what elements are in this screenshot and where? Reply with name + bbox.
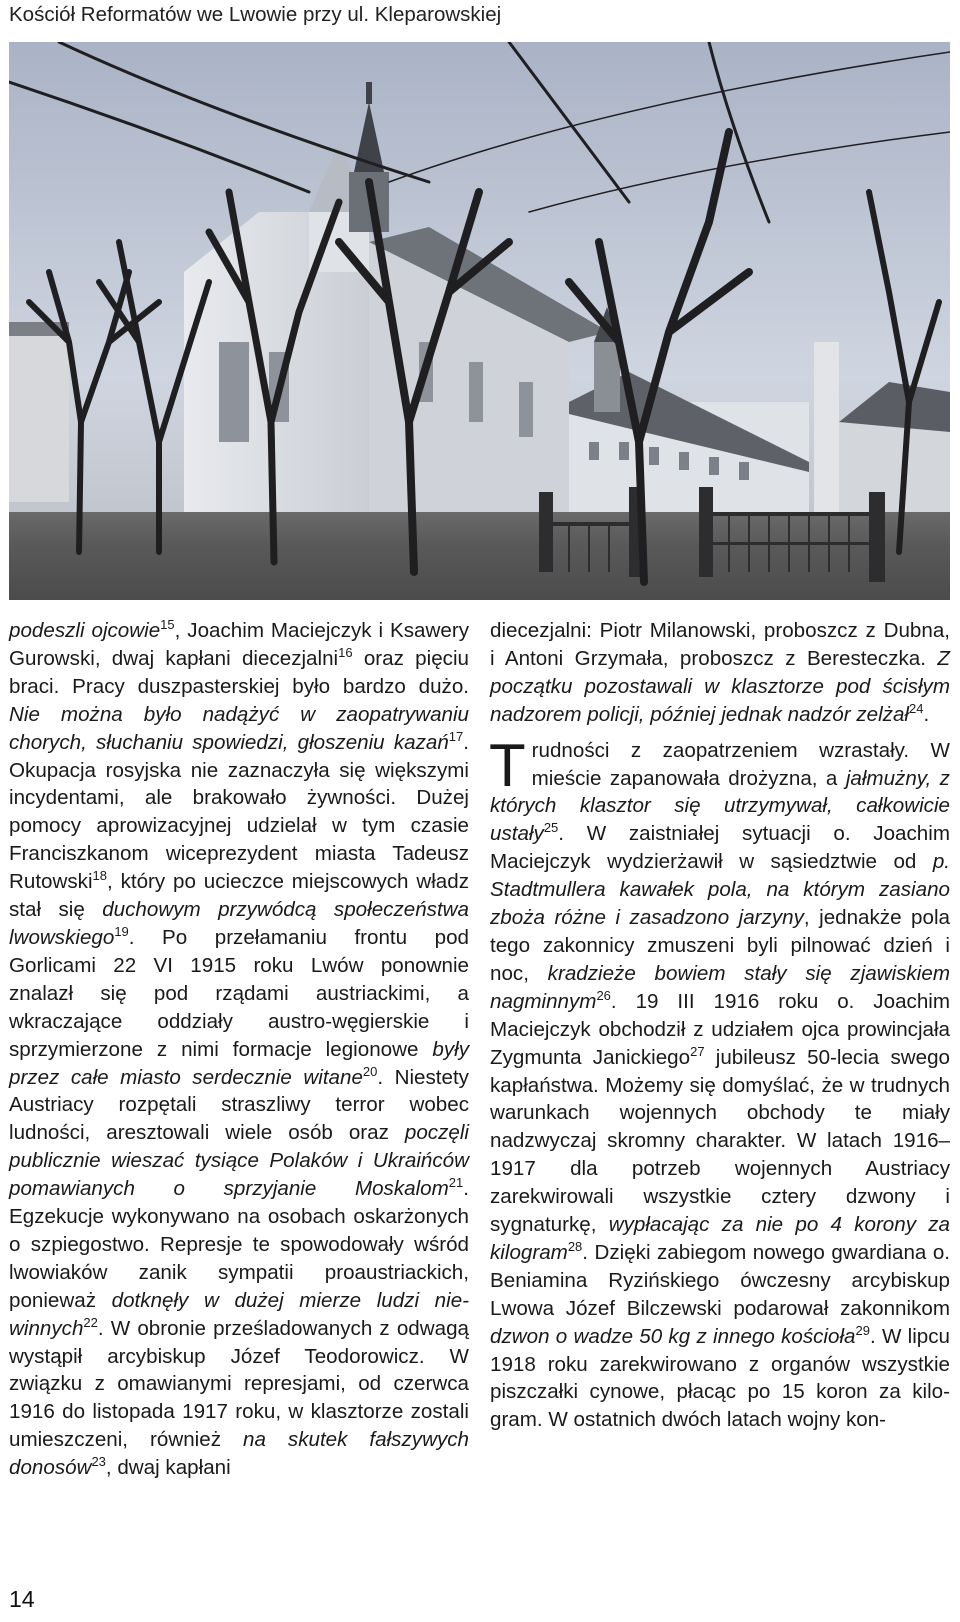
- italic-quote: Nie można było nadążyć w zaopatrywaniu chorych, słuchaniu spowiedzi, głoszeniu kazań: [9, 702, 469, 754]
- footnote-ref: 24: [908, 700, 924, 716]
- footnote-ref: 26: [596, 987, 611, 1003]
- footnote-ref: 28: [567, 1238, 583, 1254]
- footnote-ref: 27: [690, 1043, 705, 1059]
- text-run: . Egzekucje wykonywano na osobach oskarżonych o szpiegostwo. Represje te spowodowały wśród lwowiaków zanik sympatii proaustriackich, ponieważ: [9, 1177, 469, 1312]
- church-photograph: [9, 42, 950, 600]
- italic-quote: Z początku pozostawali w klasztorze pod ścisłym nadzorem policji, później jednak nadzór zelżał: [490, 646, 950, 726]
- italic-quote: podeszli ojcowie: [9, 619, 161, 642]
- text-column-right: [490, 617, 950, 1434]
- paragraph: [489, 731, 950, 1435]
- footnote-ref: 25: [543, 820, 559, 836]
- footnote-ref: 22: [83, 1314, 98, 1330]
- footnote-ref: 29: [855, 1322, 870, 1338]
- footnote-ref: 23: [91, 1454, 106, 1470]
- text-run: oraz pięciu braci. Pracy duszpasterskiej było bardzo dużo.: [9, 646, 469, 698]
- text-run: , Joachim Maciejczyk i Ksawery Gurowski, dwaj kapłani diecezjalni: [9, 619, 469, 670]
- text-column-left: [9, 617, 469, 1482]
- italic-quote: na skutek fałszywych donosów: [9, 1428, 469, 1480]
- italic-quote: dzwon o wadze 50 kg z innego kościoła: [490, 1324, 856, 1348]
- italic-quote: duchowym przywódcą społeczeństwa lwowskiego: [9, 898, 469, 949]
- italic-quote: wypłacając za nie po 4 korony za kilogram: [490, 1213, 950, 1264]
- text-run: . Dzięki zabiegom nowego gwardiana o. Beniamina Ryzińskiego ówczesny arcybiskup Lwowa Józef Bilczewski podarował zakonnikom: [490, 1240, 950, 1320]
- text-run: , który po ucieczce miejscowych władz stał się: [9, 870, 469, 922]
- paragraph-body: [489, 731, 950, 1432]
- text-run: .: [923, 702, 930, 726]
- drop-cap: T: [489, 731, 526, 799]
- text-run: , jednakże pola tego zakonnicy zmuszeni byli pilnować dzień i noc,: [490, 906, 950, 985]
- footnote-ref: 15: [160, 617, 175, 632]
- paragraph: [490, 617, 950, 729]
- italic-quote: p. Stadtmullera kawałek pola, na którym zasiano zboża różne i zasadzono jarzyny: [490, 850, 950, 930]
- footnote-ref: 16: [338, 644, 353, 660]
- text-run: rudności z zaopatrzeniem wzrastały. W mieście zapanowała drożyzna, a: [531, 738, 950, 790]
- italic-quote: kradzieże bowiem stały się zjawiskiem nagminnym: [490, 961, 950, 1013]
- footnote-ref: 17: [448, 728, 464, 744]
- running-head: Kościół Reformatów we Lwowie przy ul. Kleparowskiej: [9, 3, 502, 26]
- italic-quote: jałmużny, z których klasztor się utrzymywał, całkowicie ustały: [490, 766, 950, 846]
- text-run: . W obronie prześladowanych z odwagą wystąpił arcybiskup Józef Teodorowicz. W związku z omawianymi represjami, od czerwca 1916 do listopada 1917 roku, w klasztorze zostali umieszczeni, również: [9, 1316, 469, 1452]
- footnote-ref: 21: [448, 1175, 464, 1191]
- footnote-ref: 18: [92, 868, 108, 884]
- text-run: . W zaistniałej sytuacji o. Joachim Maciejczyk wydzierżawił w sąsiedztwie od: [490, 822, 950, 874]
- page-number: 14: [9, 1586, 35, 1612]
- text-run: , dwaj kapłani: [105, 1456, 231, 1480]
- footnote-ref: 20: [362, 1063, 378, 1079]
- paragraph: [9, 617, 469, 1482]
- text-run: . Okupacja rosyjska nie zaznaczyła się większymi incydentami, ale brakowało żywności. Dużej pomocy aprowizacyjnej udzielał w tym czasie Franciszkanom wiceprezydent miasta Tadeusz Rutowski: [9, 730, 469, 894]
- text-run: . Po przełamaniu frontu pod Gorlicami 22 VI 1915 roku Lwów ponownie znalazł się pod rządami austriackimi, a wkraczające oddziały austro-węgierskie i sprzymierzone z nimi formacje legionowe: [9, 925, 469, 1061]
- text-run: . 19 III 1916 roku o. Joachim Maciejczyk obchodził z udziałem ojca prowincjała Zygmunta Janickiego: [490, 989, 950, 1069]
- text-run: . W lipcu 1918 roku zarekwirowano z organów wszystkie piszczałki cynowe, płacąc po 15 koron za kilogram. W ostatnich dwóch latach wojny kon-: [490, 1324, 950, 1432]
- text-run: diecezjalni: Piotr Milanowski, proboszcz z Dubna, i Antoni Grzymała, proboszcz z Beresteczka.: [490, 619, 950, 670]
- footnote-ref: 19: [114, 923, 129, 939]
- italic-quote: dotknęły w dużej mierze ludzi niewinnych: [9, 1288, 470, 1340]
- church-photograph-drawing: [9, 42, 950, 600]
- text-run: jubileusz 50-lecia swego kapłaństwa. Możemy się domyślać, że w trudnych warunkach wojennych obchody te miały nadzwyczaj skromny charakter. W latach 1916–1917 dla potrzeb wojennych Austriacy zarekwirowali wszystkie cztery dzwony i sygnaturkę,: [490, 1045, 950, 1237]
- text-run: . Niestety Austriacy rozpętali straszliwy terror wobec ludności, aresztowali wiele osób oraz: [9, 1065, 469, 1145]
- italic-quote: poczęli publicznie wieszać tysiące Polaków i Ukraińców pomawianych o sprzyjanie Moskalom: [9, 1121, 469, 1201]
- italic-quote: były przez całe miasto serdecznie witane: [9, 1037, 469, 1089]
